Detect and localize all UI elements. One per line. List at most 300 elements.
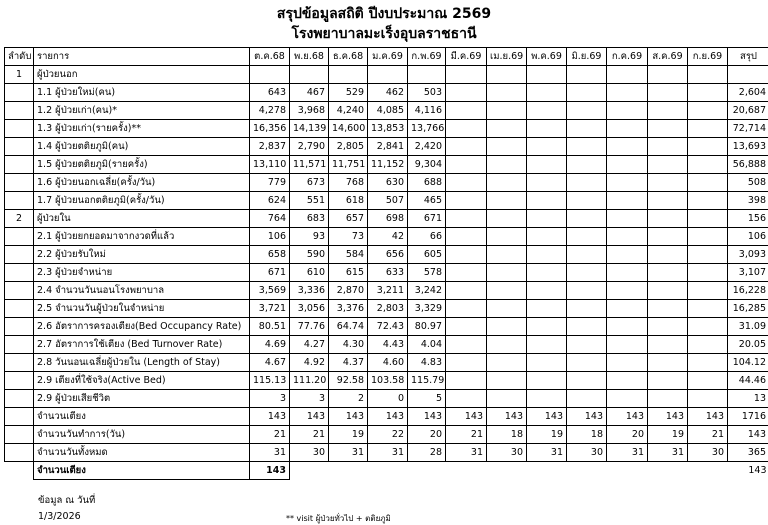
month-value: 0	[368, 390, 408, 408]
month-value	[446, 390, 487, 408]
month-value: 30	[688, 444, 728, 462]
month-value	[567, 264, 607, 282]
month-value: 30	[567, 444, 607, 462]
table-row	[5, 264, 768, 282]
summary-value: 365	[728, 444, 768, 462]
month-value	[446, 138, 487, 156]
month-value: 507	[368, 192, 408, 210]
month-value	[329, 66, 368, 84]
month-value: 624	[250, 192, 290, 210]
month-value	[487, 174, 527, 192]
summary-value: 156	[728, 210, 768, 228]
month-value	[527, 282, 567, 300]
summary-value	[728, 66, 768, 84]
month-value	[648, 228, 688, 246]
table-row	[5, 66, 768, 84]
month-value	[567, 66, 607, 84]
month-value	[567, 372, 607, 390]
month-value: 21	[446, 426, 487, 444]
month-value	[648, 264, 688, 282]
month-value	[688, 84, 728, 102]
month-value: 143	[487, 408, 527, 426]
month-value: 529	[329, 84, 368, 102]
month-value	[446, 336, 487, 354]
month-value: 11,571	[290, 156, 329, 174]
row-number	[5, 264, 34, 282]
row-label: 1.3 ผู้ป่วยเก่า(รายครั้ง)**	[34, 120, 250, 138]
month-value	[607, 192, 648, 210]
month-value: 4.60	[368, 354, 408, 372]
month-value: 4.37	[329, 354, 368, 372]
table-row	[5, 120, 768, 138]
month-value	[527, 372, 567, 390]
month-value: 13,110	[250, 156, 290, 174]
row-label: 1.4 ผู้ป่วยตติยภูมิ(คน)	[34, 138, 250, 156]
month-value: 143	[290, 408, 329, 426]
table-row	[5, 174, 768, 192]
summary-value: 143	[728, 426, 768, 444]
month-value: 673	[290, 174, 329, 192]
month-value: 31	[329, 444, 368, 462]
month-value: 80.51	[250, 318, 290, 336]
month-value	[688, 66, 728, 84]
month-value: 2,841	[368, 138, 408, 156]
month-value: 4,278	[250, 102, 290, 120]
month-value	[527, 390, 567, 408]
month-value: 11,751	[329, 156, 368, 174]
month-value: 4.69	[250, 336, 290, 354]
month-value: 3,211	[368, 282, 408, 300]
month-value	[567, 318, 607, 336]
row-label: 1.1 ผู้ป่วยใหม่(คน)	[34, 84, 250, 102]
month-value	[567, 174, 607, 192]
month-value	[408, 66, 446, 84]
summary-value: 508	[728, 174, 768, 192]
month-value: 143	[688, 408, 728, 426]
table-row	[5, 426, 768, 444]
month-value	[250, 66, 290, 84]
month-value	[567, 282, 607, 300]
month-value: 4.67	[250, 354, 290, 372]
hospital-name: โรงพยาบาลมะเร็งอุบลราชธานี	[0, 26, 768, 43]
month-value	[607, 390, 648, 408]
table-row	[5, 192, 768, 210]
month-value	[567, 156, 607, 174]
month-value: 671	[250, 264, 290, 282]
row-number	[5, 282, 34, 300]
month-value: 3,569	[250, 282, 290, 300]
month-value: 4.27	[290, 336, 329, 354]
row-number	[5, 408, 34, 426]
month-value	[607, 264, 648, 282]
month-value	[527, 174, 567, 192]
summary-value: 13	[728, 390, 768, 408]
month-value	[487, 318, 527, 336]
month-value: 143	[648, 408, 688, 426]
month-value	[607, 210, 648, 228]
row-label: 2.1 ผู้ป่วยยกยอดมาจากงวดที่แล้ว	[34, 228, 250, 246]
month-value: 3,376	[329, 300, 368, 318]
month-value	[446, 192, 487, 210]
table-row	[5, 390, 768, 408]
month-value	[688, 210, 728, 228]
month-value	[487, 390, 527, 408]
summary-value: 16,285	[728, 300, 768, 318]
month-value	[446, 300, 487, 318]
row-number	[5, 300, 34, 318]
month-value	[607, 300, 648, 318]
month-value: 143	[607, 408, 648, 426]
month-value: 584	[329, 246, 368, 264]
month-value: 11,152	[368, 156, 408, 174]
month-value: 779	[250, 174, 290, 192]
month-value	[607, 228, 648, 246]
month-value	[567, 192, 607, 210]
month-value	[607, 174, 648, 192]
month-value	[567, 228, 607, 246]
month-value: 2,837	[250, 138, 290, 156]
month-value	[648, 138, 688, 156]
column-header: ก.ค.69	[607, 48, 648, 66]
month-value	[446, 264, 487, 282]
month-value	[446, 174, 487, 192]
month-value: 4.83	[408, 354, 446, 372]
month-value: 3,968	[290, 102, 329, 120]
month-value: 3	[290, 390, 329, 408]
month-value: 698	[368, 210, 408, 228]
month-value: 656	[368, 246, 408, 264]
month-value	[567, 390, 607, 408]
month-value: 18	[567, 426, 607, 444]
month-value	[527, 264, 567, 282]
month-value	[648, 66, 688, 84]
month-value	[527, 354, 567, 372]
month-value	[567, 138, 607, 156]
row-label: จำนวนวันทำการ(วัน)	[34, 426, 250, 444]
month-value: 93	[290, 228, 329, 246]
month-value: 4,240	[329, 102, 368, 120]
month-value	[446, 84, 487, 102]
month-value: 683	[290, 210, 329, 228]
row-label: 2.4 จำนวนวันนอนโรงพยาบาล	[34, 282, 250, 300]
month-value: 2	[329, 390, 368, 408]
month-value	[648, 246, 688, 264]
month-value: 3,242	[408, 282, 446, 300]
month-value	[446, 246, 487, 264]
column-header: ลำดับ	[5, 48, 34, 66]
bed-summary-row	[5, 462, 768, 480]
month-value: 9,304	[408, 156, 446, 174]
month-value: 3,056	[290, 300, 329, 318]
row-label: 1.5 ผู้ป่วยตติยภูมิ(รายครั้ง)	[34, 156, 250, 174]
month-value: 4.43	[368, 336, 408, 354]
month-value	[607, 246, 648, 264]
month-value	[648, 192, 688, 210]
month-value: 80.97	[408, 318, 446, 336]
month-value	[607, 102, 648, 120]
row-number	[5, 372, 34, 390]
month-value	[487, 138, 527, 156]
month-value: 4,085	[368, 102, 408, 120]
month-value: 28	[408, 444, 446, 462]
month-value	[607, 156, 648, 174]
month-value	[688, 246, 728, 264]
month-value	[567, 246, 607, 264]
table-row	[5, 336, 768, 354]
month-value: 143	[250, 408, 290, 426]
month-value: 31	[527, 444, 567, 462]
month-value: 658	[250, 246, 290, 264]
month-value	[487, 66, 527, 84]
month-value	[607, 84, 648, 102]
row-number	[5, 156, 34, 174]
month-value	[487, 192, 527, 210]
month-value	[487, 156, 527, 174]
table-row	[5, 372, 768, 390]
column-header: ธ.ค.68	[329, 48, 368, 66]
month-value	[648, 102, 688, 120]
month-value: 18	[487, 426, 527, 444]
month-value: 143	[567, 408, 607, 426]
row-number: 1	[5, 66, 34, 84]
month-value	[446, 318, 487, 336]
month-value	[688, 264, 728, 282]
month-value	[607, 138, 648, 156]
row-label: จำนวนวันทั้งหมด	[34, 444, 250, 462]
column-header: มี.ค.69	[446, 48, 487, 66]
row-label: 1.6 ผู้ป่วยนอกเฉลี่ย(ครั้ง/วัน)	[34, 174, 250, 192]
row-number	[5, 426, 34, 444]
month-value	[648, 300, 688, 318]
month-value	[567, 336, 607, 354]
month-value	[446, 102, 487, 120]
month-value	[648, 390, 688, 408]
month-value	[648, 156, 688, 174]
month-value	[607, 120, 648, 138]
month-value: 143	[446, 408, 487, 426]
month-value: 30	[290, 444, 329, 462]
month-value: 605	[408, 246, 446, 264]
month-value	[688, 300, 728, 318]
month-value	[290, 66, 329, 84]
month-value	[688, 336, 728, 354]
column-header: ต.ค.68	[250, 48, 290, 66]
column-header: เม.ย.69	[487, 48, 527, 66]
month-value	[567, 300, 607, 318]
summary-value: 44.46	[728, 372, 768, 390]
month-value: 19	[527, 426, 567, 444]
month-value	[648, 282, 688, 300]
month-value: 31	[250, 444, 290, 462]
month-value	[527, 318, 567, 336]
month-value: 143	[527, 408, 567, 426]
table-row	[5, 408, 768, 426]
month-value	[487, 120, 527, 138]
summary-value: 1716	[728, 408, 768, 426]
month-value	[648, 318, 688, 336]
row-label: 2.7 อัตราการใช้เตียง (Bed Turnover Rate)	[34, 336, 250, 354]
table-header-row	[5, 48, 768, 66]
month-value	[527, 102, 567, 120]
month-value	[487, 264, 527, 282]
month-value: 465	[408, 192, 446, 210]
summary-value: 56,888	[728, 156, 768, 174]
summary-value: 13,693	[728, 138, 768, 156]
month-value: 4.92	[290, 354, 329, 372]
month-value	[446, 282, 487, 300]
month-value	[527, 120, 567, 138]
month-value: 42	[368, 228, 408, 246]
month-value	[567, 120, 607, 138]
month-value	[446, 210, 487, 228]
month-value	[688, 138, 728, 156]
month-value: 671	[408, 210, 446, 228]
month-value: 103.58	[368, 372, 408, 390]
table-row	[5, 282, 768, 300]
month-value	[487, 228, 527, 246]
month-value: 21	[688, 426, 728, 444]
row-number	[5, 138, 34, 156]
month-value	[688, 192, 728, 210]
column-header: ม.ค.69	[368, 48, 408, 66]
row-number	[5, 246, 34, 264]
footnote: ** visit ผู้ป่วยทั่วไป + ตติยภูมิ	[286, 512, 391, 525]
month-value	[487, 210, 527, 228]
table-row	[5, 444, 768, 462]
month-value	[648, 120, 688, 138]
row-label: จำนวนเตียง	[34, 408, 250, 426]
month-value	[487, 354, 527, 372]
month-value	[446, 372, 487, 390]
month-value: 2,420	[408, 138, 446, 156]
month-value: 3,721	[250, 300, 290, 318]
summary-value: 106	[728, 228, 768, 246]
month-value: 578	[408, 264, 446, 282]
month-value: 20	[408, 426, 446, 444]
report-date: 1/3/2026	[38, 511, 81, 522]
column-header: พ.ย.68	[290, 48, 329, 66]
month-value	[688, 354, 728, 372]
month-value: 31	[446, 444, 487, 462]
month-value: 22	[368, 426, 408, 444]
summary-value: 3,107	[728, 264, 768, 282]
column-header: มิ.ย.69	[567, 48, 607, 66]
month-value	[648, 84, 688, 102]
month-value	[527, 192, 567, 210]
month-value: 768	[329, 174, 368, 192]
month-value	[607, 318, 648, 336]
month-value: 4,116	[408, 102, 446, 120]
summary-value: 398	[728, 192, 768, 210]
bed-summary-total: 143	[728, 462, 768, 480]
month-value	[688, 372, 728, 390]
month-value: 14,139	[290, 120, 329, 138]
table-row	[5, 102, 768, 120]
month-value	[527, 66, 567, 84]
month-value	[446, 120, 487, 138]
report-title: สรุปข้อมูลสถิติ ปีงบประมาณ 2569	[0, 6, 768, 23]
month-value: 19	[329, 426, 368, 444]
month-value	[688, 228, 728, 246]
row-number	[5, 336, 34, 354]
summary-value: 104.12	[728, 354, 768, 372]
month-value	[648, 174, 688, 192]
month-value: 13,766	[408, 120, 446, 138]
month-value: 14,600	[329, 120, 368, 138]
month-value: 106	[250, 228, 290, 246]
row-number	[5, 318, 34, 336]
month-value	[607, 66, 648, 84]
month-value	[567, 354, 607, 372]
month-value: 5	[408, 390, 446, 408]
month-value	[648, 210, 688, 228]
month-value	[487, 300, 527, 318]
summary-value: 2,604	[728, 84, 768, 102]
month-value: 73	[329, 228, 368, 246]
row-number	[5, 84, 34, 102]
row-label: 2.6 อัตราการครองเตียง(Bed Occupancy Rate)	[34, 318, 250, 336]
table-row	[5, 246, 768, 264]
month-value: 764	[250, 210, 290, 228]
month-value: 2,803	[368, 300, 408, 318]
row-number	[5, 228, 34, 246]
bed-summary-label: จำนวนเตียง	[34, 462, 250, 480]
row-number	[5, 192, 34, 210]
column-header: รายการ	[34, 48, 250, 66]
month-value	[368, 66, 408, 84]
table-row	[5, 228, 768, 246]
month-value: 30	[487, 444, 527, 462]
column-header: ก.ย.69	[688, 48, 728, 66]
table-row	[5, 354, 768, 372]
summary-value: 16,228	[728, 282, 768, 300]
row-label: ผู้ป่วยนอก	[34, 66, 250, 84]
month-value: 503	[408, 84, 446, 102]
month-value	[527, 210, 567, 228]
month-value: 3,336	[290, 282, 329, 300]
month-value: 115.13	[250, 372, 290, 390]
month-value: 66	[408, 228, 446, 246]
month-value: 31	[368, 444, 408, 462]
row-label: 2.9 ผู้ป่วยเสียชีวิต	[34, 390, 250, 408]
month-value	[487, 282, 527, 300]
month-value: 618	[329, 192, 368, 210]
row-label: 1.2 ผู้ป่วยเก่า(คน)*	[34, 102, 250, 120]
table-row	[5, 300, 768, 318]
month-value: 16,356	[250, 120, 290, 138]
bed-summary-value: 143	[250, 462, 290, 480]
month-value: 2,870	[329, 282, 368, 300]
month-value	[688, 102, 728, 120]
row-label: 2.2 ผู้ป่วยรับใหม่	[34, 246, 250, 264]
row-number	[5, 102, 34, 120]
month-value	[487, 84, 527, 102]
summary-value: 20,687	[728, 102, 768, 120]
row-number	[5, 120, 34, 138]
month-value	[446, 354, 487, 372]
month-value: 4.30	[329, 336, 368, 354]
month-value	[607, 372, 648, 390]
month-value: 467	[290, 84, 329, 102]
month-value	[607, 282, 648, 300]
month-value	[567, 84, 607, 102]
row-number: 2	[5, 210, 34, 228]
month-value: 610	[290, 264, 329, 282]
statistics-table	[4, 47, 768, 480]
row-number	[5, 354, 34, 372]
month-value: 688	[408, 174, 446, 192]
row-number	[5, 444, 34, 462]
